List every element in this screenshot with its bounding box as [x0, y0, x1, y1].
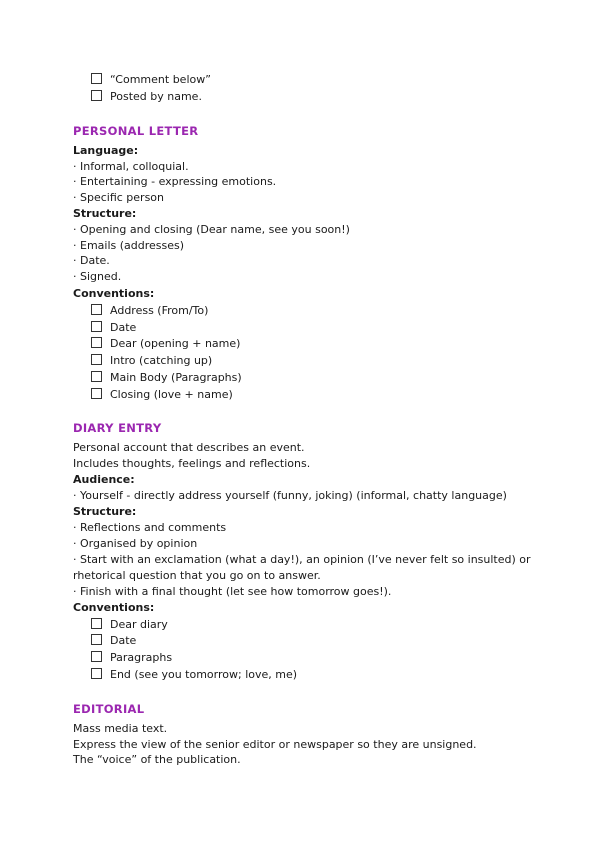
checkbox-icon[interactable]: [91, 618, 102, 629]
checkbox-icon[interactable]: [91, 354, 102, 365]
paragraph-line: Express the view of the senior editor or newspaper so they are unsigned.: [73, 738, 477, 751]
list-item: · Reflections and comments: [73, 521, 227, 534]
checkbox-icon[interactable]: [91, 371, 102, 382]
list-item: · Emails (addresses): [73, 239, 185, 252]
checklist-item[interactable]: Dear (opening + name): [91, 337, 240, 351]
list-item: · Finish with a final thought (let see how tomorrow goes!).: [73, 585, 392, 598]
list-item: · Organised by opinion: [73, 537, 198, 550]
checklist-item[interactable]: “Comment below”: [91, 73, 211, 87]
list-item: · Start with an exclamation (what a day!), an opinion (I’ve never felt so insulted) or: [73, 553, 531, 566]
checklist-item[interactable]: Date: [91, 321, 136, 335]
structure-label: Structure:: [73, 207, 137, 220]
checkbox-icon[interactable]: [91, 388, 102, 399]
conventions-label: Conventions:: [73, 601, 155, 614]
checkbox-icon[interactable]: [91, 73, 102, 84]
section-heading-diary-entry: DIARY ENTRY: [73, 421, 162, 435]
checklist-item[interactable]: Closing (love + name): [91, 388, 233, 402]
checkbox-icon[interactable]: [91, 304, 102, 315]
list-item: · Entertaining - expressing emotions.: [73, 175, 277, 188]
section-heading-editorial: EDITORIAL: [73, 702, 145, 716]
paragraph-line: Includes thoughts, feelings and reflections.: [73, 457, 311, 470]
checklist-item[interactable]: Posted by name.: [91, 90, 202, 104]
checkbox-icon[interactable]: [91, 321, 102, 332]
checklist-item[interactable]: Paragraphs: [91, 651, 172, 665]
checklist-item[interactable]: Intro (catching up): [91, 354, 212, 368]
checklist-item[interactable]: Dear diary: [91, 618, 168, 632]
structure-label: Structure:: [73, 505, 137, 518]
checkbox-icon[interactable]: [91, 651, 102, 662]
paragraph-line: Mass media text.: [73, 722, 168, 735]
checklist-item[interactable]: Date: [91, 634, 136, 648]
list-item: · Signed.: [73, 270, 122, 283]
audience-label: Audience:: [73, 473, 135, 486]
paragraph-line: The “voice” of the publication.: [73, 753, 241, 766]
list-item: · Date.: [73, 254, 110, 267]
checkbox-icon[interactable]: [91, 634, 102, 645]
checkbox-icon[interactable]: [91, 90, 102, 101]
language-label: Language:: [73, 144, 139, 157]
checklist-item[interactable]: End (see you tomorrow; love, me): [91, 668, 297, 682]
list-item: · Specific person: [73, 191, 165, 204]
checklist-item[interactable]: Address (From/To): [91, 304, 208, 318]
list-item: rhetorical question that you go on to answer.: [73, 569, 321, 582]
conventions-label: Conventions:: [73, 287, 155, 300]
list-item: · Opening and closing (Dear name, see you soon!): [73, 223, 350, 236]
checkbox-icon[interactable]: [91, 668, 102, 679]
checkbox-icon[interactable]: [91, 337, 102, 348]
section-heading-personal-letter: PERSONAL LETTER: [73, 124, 199, 138]
list-item: · Informal, colloquial.: [73, 160, 189, 173]
checklist-item[interactable]: Main Body (Paragraphs): [91, 371, 242, 385]
list-item: · Yourself - directly address yourself (funny, joking) (informal, chatty language): [73, 489, 507, 502]
paragraph-line: Personal account that describes an event.: [73, 441, 305, 454]
